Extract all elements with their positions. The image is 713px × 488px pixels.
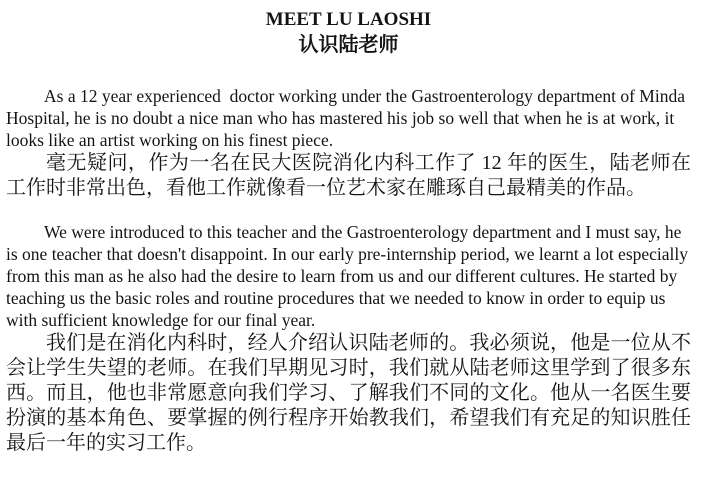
paragraph-english-1: As a 12 year experienced doctor working under the Gastroenterology department of Minda Hospital, he is no doubt a nice man who has mastered his job so well that when he is at work, it looks like an artist working on his finest piece. [6, 86, 690, 150]
document-title-chinese: 认识陆老师 [298, 34, 399, 56]
paragraph-english-2: We were introduced to this teacher and the Gastroenterology department and I must say, he is one teacher that doesn't disappoint. In our early pre-internship period, we learnt a lot especially from this man as he also had the desire to learn from us and our different cultures. He started by teaching us the basic roles and routine procedures that we needed to know in order to equip us with sufficient knowledge for our final year. [6, 222, 693, 330]
paragraph-chinese-2: 我们是在消化内科时，经人介绍认识陆老师的。我必须说，他是一位从不会让学生失望的老师。在我们早期见习时，我们就从陆老师这里学到了很多东西。而且，他也非常愿意向我们学习、了解我们不同的文化。他从一名医生要扮演的基本角色、要掌握的例行程序开始教我们，希望我们有充足的知识胜任最后一年的实习工作。 [6, 332, 691, 454]
paragraph-chinese-1: 毫无疑问，作为一名在民大医院消化内科工作了 12 年的医生，陆老师在工作时非常出色，看他工作就像看一位艺术家在雕琢自己最精美的作品。 [6, 152, 691, 199]
document-title-english: MEET LU LAOSHI [265, 9, 432, 30]
